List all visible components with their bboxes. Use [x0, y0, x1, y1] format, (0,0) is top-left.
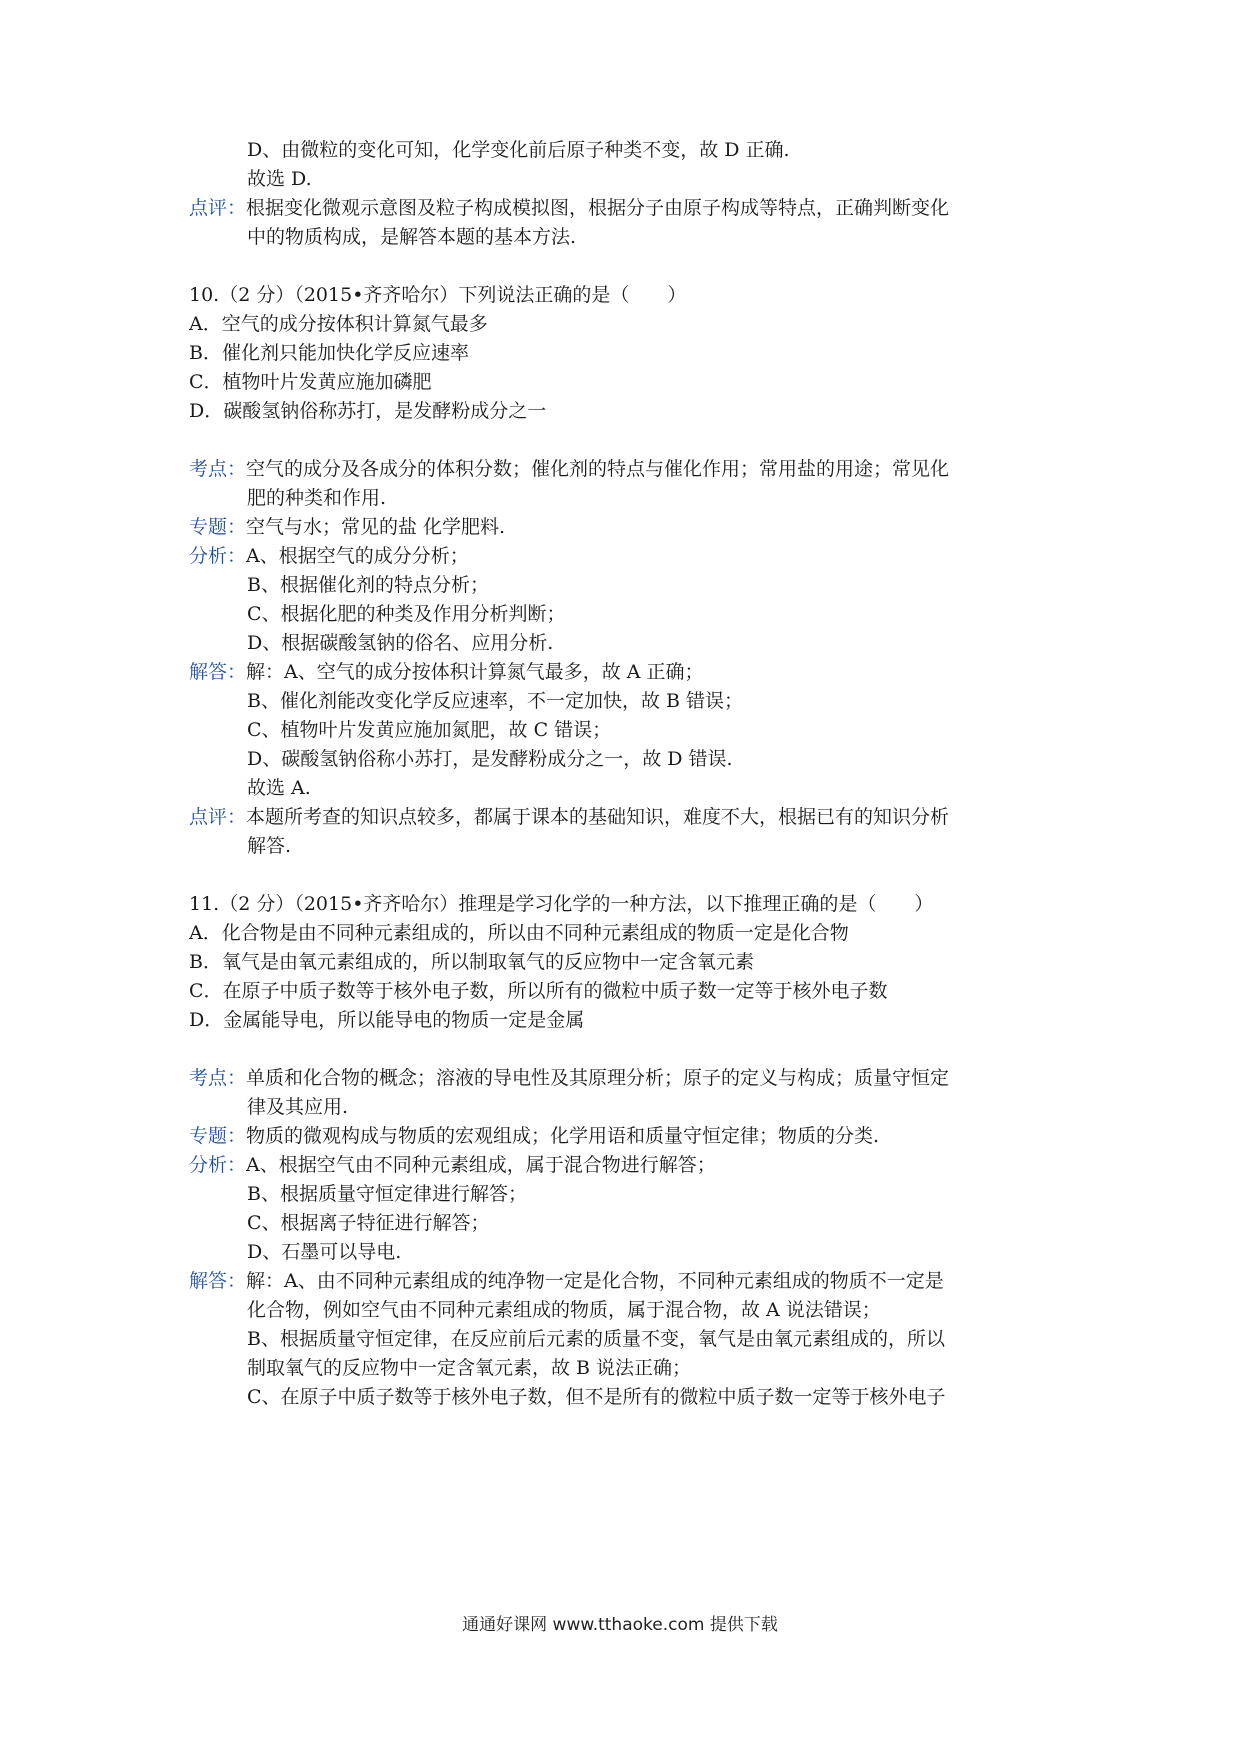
- q10-fenxi-d: D、根据碳酸氢钠的俗名、应用分析.: [247, 632, 554, 654]
- comment-label: 点评：: [189, 197, 247, 219]
- page-footer: 通通好课网 www.tthaoke.com 提供下载: [462, 1615, 778, 1635]
- q11-option-d: D．金属能导电，所以能导电的物质一定是金属: [189, 1009, 585, 1031]
- fenxi-text: A、根据空气的成分分析；: [246, 545, 469, 567]
- jieda-label: 解答：: [189, 1270, 247, 1292]
- q10-jieda-b: B、催化剂能改变化学反应速率，不一定加快，故 B 错误；: [247, 690, 744, 712]
- kaodian-text: 单质和化合物的概念；溶液的导电性及其原理分析；原子的定义与构成；质量守恒定: [246, 1067, 950, 1089]
- comment-text: 根据变化微观示意图及粒子构成模拟图，根据分子由原子构成等特点，正确判断变化: [246, 197, 950, 219]
- dianping-text: 本题所考查的知识点较多，都属于课本的基础知识，难度不大，根据已有的知识分析: [246, 806, 950, 828]
- jieda-text: 解：A、由不同种元素组成的纯净物一定是化合物，不同种元素组成的物质不一定是: [246, 1270, 944, 1292]
- q10-fenxi-c: C、根据化肥的种类及作用分析判断；: [247, 603, 566, 625]
- zhuanti-text: 空气与水；常见的盐 化学肥料.: [246, 516, 506, 538]
- q10-option-d: D．碳酸氢钠俗称苏打，是发酵粉成分之一: [189, 400, 547, 422]
- q11-option-b: B．氧气是由氧元素组成的，所以制取氧气的反应物中一定含氧元素: [189, 951, 754, 973]
- q10-jieda-d: D、碳酸氢钠俗称小苏打，是发酵粉成分之一，故 D 错误.: [247, 748, 733, 770]
- q11-jieda-c: C、在原子中质子数等于核外电子数，但不是所有的微粒中质子数一定等于核外电子: [247, 1386, 946, 1408]
- kaodian-label: 考点：: [189, 458, 247, 480]
- q10-option-a: A．空气的成分按体积计算氮气最多: [189, 313, 488, 335]
- dianping-label: 点评：: [189, 806, 247, 828]
- jieda-text: 解：A、空气的成分按体积计算氮气最多，故 A 正确；: [246, 661, 704, 683]
- q10-kaodian-cont: 肥的种类和作用.: [247, 487, 387, 509]
- fenxi-label: 分析：: [189, 1154, 247, 1176]
- q11-fenxi-b: B、根据质量守恒定律进行解答；: [247, 1183, 527, 1205]
- q9-answer: 故选 D.: [247, 168, 312, 190]
- q10-jieda-c: C、植物叶片发黄应施加氮肥，故 C 错误；: [247, 719, 612, 741]
- q11-jieda-cont-a: 化合物，例如空气由不同种元素组成的物质，属于混合物，故 A 说法错误；: [247, 1299, 881, 1321]
- q10-option-c: C．植物叶片发黄应施加磷肥: [189, 371, 432, 393]
- q9-solve-d: D、由微粒的变化可知，化学变化前后原子种类不变，故 D 正确.: [247, 139, 790, 161]
- kaodian-text: 空气的成分及各成分的体积分数；催化剂的特点与催化作用；常用盐的用途；常见化: [246, 458, 950, 480]
- jieda-label: 解答：: [189, 661, 247, 683]
- zhuanti-label: 专题：: [189, 516, 247, 538]
- q11-stem: 11.（2 分）（2015•齐齐哈尔）推理是学习化学的一种方法，以下推理正确的是（ ）: [189, 893, 934, 915]
- fenxi-label: 分析：: [189, 545, 247, 567]
- q9-comment-cont: 中的物质构成，是解答本题的基本方法.: [247, 226, 577, 248]
- q10-answer: 故选 A.: [247, 777, 311, 799]
- q10-dianping-cont: 解答.: [247, 835, 292, 857]
- q11-jieda-cont-b: 制取氧气的反应物中一定含氧元素，故 B 说法正确；: [247, 1357, 692, 1379]
- q11-option-c: C．在原子中质子数等于核外电子数，所以所有的微粒中质子数一定等于核外电子数: [189, 980, 888, 1002]
- q10-fenxi-b: B、根据催化剂的特点分析；: [247, 574, 489, 596]
- q11-fenxi-d: D、石墨可以导电.: [247, 1241, 402, 1263]
- q10-stem: 10.（2 分）（2015•齐齐哈尔）下列说法正确的是（ ）: [189, 284, 687, 306]
- q10-option-b: B．催化剂只能加快化学反应速率: [189, 342, 469, 364]
- zhuanti-label: 专题：: [189, 1125, 247, 1147]
- q11-fenxi-c: C、根据离子特征进行解答；: [247, 1212, 490, 1234]
- q11-jieda-b: B、根据质量守恒定律，在反应前后元素的质量不变，氧气是由氧元素组成的，所以: [247, 1328, 945, 1350]
- kaodian-label: 考点：: [189, 1067, 247, 1089]
- q11-kaodian-cont: 律及其应用.: [247, 1096, 349, 1118]
- fenxi-text: A、根据空气由不同种元素组成，属于混合物进行解答；: [246, 1154, 716, 1176]
- q11-option-a: A．化合物是由不同种元素组成的，所以由不同种元素组成的物质一定是化合物: [189, 922, 849, 944]
- zhuanti-text: 物质的微观构成与物质的宏观组成；化学用语和质量守恒定律；物质的分类.: [246, 1125, 880, 1147]
